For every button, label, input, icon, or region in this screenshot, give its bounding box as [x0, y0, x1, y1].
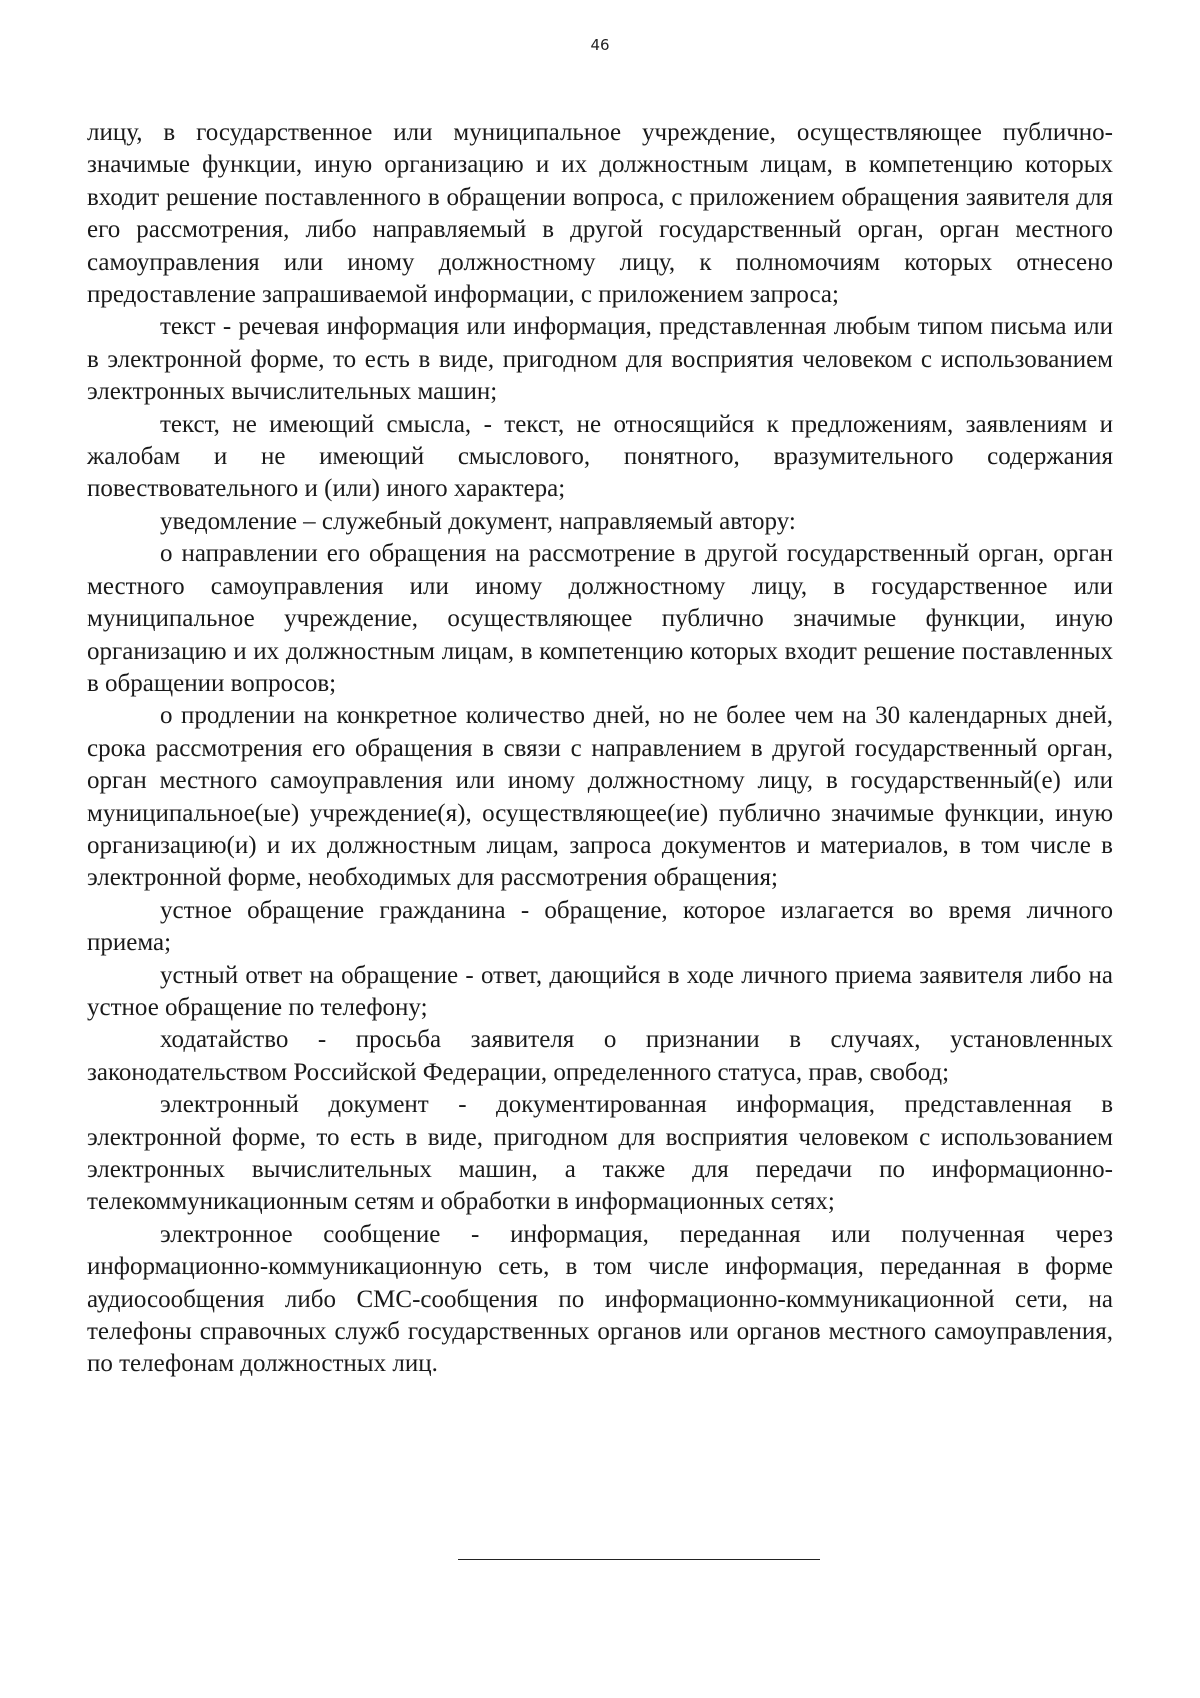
paragraph-notification-extension: о продлении на конкретное количество дней, но не более чем на 30 календарных дней, срока рассмотрения его обращения в связи с направлением в другой государственный орган, орган местного самоуправления или иному должностному лицу, в государственный(е) или муниципальное(ые) учреждение(я), осуществляющее(ие) публично значимые функции, иную организацию(и) и их должностным лицам, запроса документов и материалов, в том числе в электронной форме, необходимых для рассмотрения обращения; — [87, 702, 1113, 892]
paragraph-definition-electronic-document: электронный документ - документированная информация, представленная в электронной форме, то есть в виде, пригодном для восприятия человеком с использованием электронных вычислительных машин, а также для передачи по информационно-телекоммуникационным сетям и обработки в информационных сетях; — [87, 1091, 1113, 1216]
paragraph-definition-petition: ходатайство - просьба заявителя о признании в случаях, установленных законодательством Российской Федерации, определенного статуса, прав, свобод; — [87, 1026, 1113, 1086]
paragraph-recipient-continuation: лицу, в государственное или муниципальное учреждение, осуществляющее публично-значимые функции, иную организацию и их должностным лицам, в компетенцию которых входит решение поставленного в обращении вопроса, с приложением обращения заявителя для его рассмотрения, либо направляемый в другой государственный орган, орган местного самоуправления или иному должностному лицу, к полномочиям которых отнесено предоставление запрашиваемой информации, с приложением запроса; — [87, 119, 1113, 309]
document-body — [87, 117, 1113, 1381]
paragraph-definition-oral-appeal: устное обращение гражданина - обращение, которое излагается во время личного приема; — [87, 896, 1113, 957]
paragraph-definition-notification: уведомление – служебный документ, направляемый автору: — [160, 507, 796, 535]
page-number: 46 — [590, 36, 610, 54]
paragraph-definition-meaningless-text: текст, не имеющий смысла, - текст, не относящийся к предложениям, заявлениям и жалобам и не имеющий смыслового, понятного, вразумительного содержания повествовательного и (или) иного характера; — [87, 410, 1113, 503]
paragraph-notification-redirect: о направлении его обращения на рассмотрение в другой государственный орган, орган местного самоуправления или иному должностному лицу, в государственное или муниципальное учреждение, осуществляющее публично значимые функции, иную организацию и их должностным лицам, в компетенцию которых входит решение поставленных в обращении вопросов; — [87, 540, 1113, 697]
end-separator-line — [458, 1559, 820, 1560]
paragraph-definition-oral-answer: устный ответ на обращение - ответ, дающийся в ходе личного приема заявителя либо на устное обращение по телефону; — [87, 961, 1113, 1021]
paragraph-definition-text: текст - речевая информация или информация, представленная любым типом письма или в электронной форме, то есть в виде, пригодном для восприятия человеком с использованием электронных вычислительных машин; — [87, 313, 1113, 406]
paragraph-definition-electronic-message: электронное сообщение - информация, переданная или полученная через информационно-коммуникационную сеть, в том числе информация, переданная в форме аудиосообщения либо СМС-сообщения по информационно-коммуникационной сети, на телефоны справочных служб государственных органов или органов местного самоуправления, по телефонам должностных лиц. — [87, 1220, 1113, 1378]
